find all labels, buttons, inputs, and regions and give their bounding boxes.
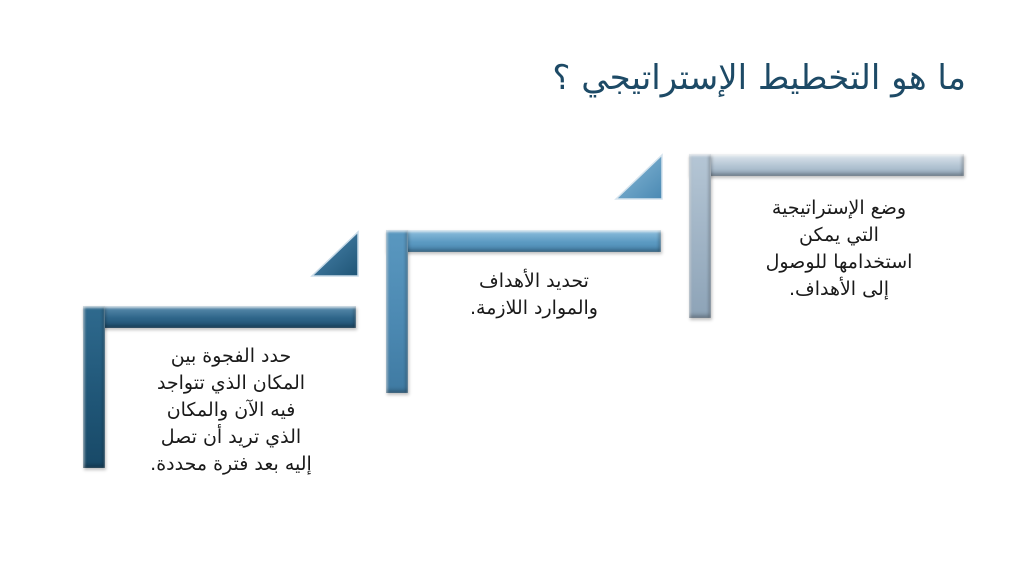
step-1-left-bar xyxy=(83,306,105,468)
step-3-left-bar xyxy=(689,154,711,318)
step-1-arrow-icon xyxy=(310,230,360,278)
page-title: ما هو التخطيط الإستراتيجي ؟ xyxy=(552,58,966,98)
step-2-arrow-icon xyxy=(614,153,664,201)
step-1-top-bar xyxy=(83,306,356,328)
step-1-line: فيه الآن والمكان xyxy=(166,399,296,421)
step-1-line: إليه بعد فترة محددة. xyxy=(150,453,312,475)
step-2-text xyxy=(412,268,656,322)
step-2-top-bar xyxy=(386,230,661,252)
step-3-line: التي يمكن xyxy=(799,224,879,246)
step-2-left-bar xyxy=(386,230,408,393)
step-1-line: الذي تريد أن تصل xyxy=(160,426,302,448)
step-3-line: وضع الإستراتيجية xyxy=(771,197,907,219)
step-1-line: المكان الذي تتواجد xyxy=(156,372,306,394)
step-3-text xyxy=(716,195,962,303)
step-2-line: والموارد اللازمة. xyxy=(470,297,598,319)
step-3-top-bar xyxy=(689,154,964,176)
step-2-line: تحديد الأهداف xyxy=(479,270,589,292)
step-1-text xyxy=(108,343,354,478)
step-1-line: حدد الفجوة بين xyxy=(170,345,292,367)
step-3-line: استخدامها للوصول xyxy=(765,251,913,273)
step-3-line: إلى الأهداف. xyxy=(788,278,890,300)
